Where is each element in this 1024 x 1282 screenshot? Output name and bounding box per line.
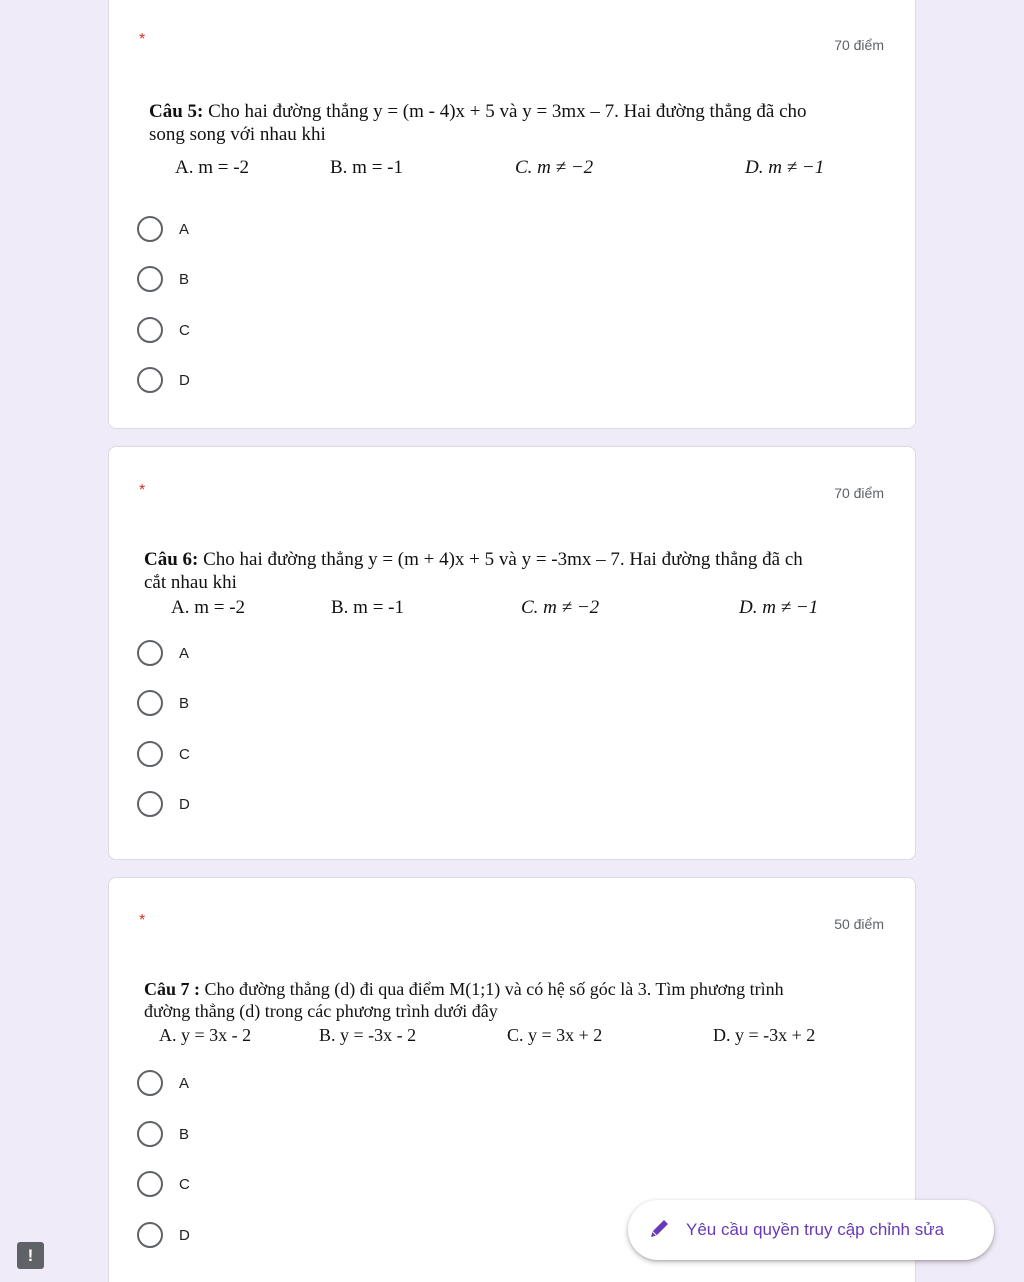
option-label: A — [179, 644, 190, 662]
option-label: B — [179, 270, 190, 288]
answer-choice-b: B. y = -3x - 2 — [319, 1025, 417, 1045]
option-d[interactable] — [137, 1220, 190, 1250]
question-text-line2: song song với nhau khi — [149, 124, 326, 145]
option-c[interactable] — [137, 1169, 190, 1199]
radio-button[interactable] — [137, 1070, 163, 1096]
answer-choice-b: B. m = -1 — [331, 597, 404, 618]
radio-button[interactable] — [137, 266, 163, 292]
question-number: Câu 7 : — [144, 979, 201, 999]
answer-choice-c: C. y = 3x + 2 — [507, 1025, 603, 1045]
question-text-line2: cắt nhau khi — [144, 572, 237, 593]
radio-button[interactable] — [137, 640, 163, 666]
option-label: D — [179, 795, 190, 813]
radio-button[interactable] — [137, 741, 163, 767]
option-label: B — [179, 694, 190, 712]
points-label: 70 điểm — [834, 485, 884, 501]
radio-button[interactable] — [137, 317, 163, 343]
question-text — [144, 978, 784, 1022]
radio-button[interactable] — [137, 1171, 163, 1197]
option-d[interactable] — [137, 365, 190, 395]
answer-choice-a: A. y = 3x - 2 — [159, 1025, 252, 1045]
question-number: Câu 5: — [149, 101, 204, 122]
radio-button[interactable] — [137, 367, 163, 393]
option-label: D — [179, 371, 190, 389]
question-text-line1: Cho hai đường thẳng y = (m - 4)x + 5 và y = 3mx – 7. Hai đường thẳng đã cho — [203, 101, 807, 122]
option-label: A — [179, 220, 190, 238]
question-text-line2: đường thẳng (d) trong các phương trình dưới đây — [144, 1001, 498, 1021]
radio-button[interactable] — [137, 1121, 163, 1147]
answer-choice-d: D. m ≠ −1 — [745, 157, 825, 178]
option-d[interactable] — [137, 789, 190, 819]
question-text-line1: Cho hai đường thẳng y = (m + 4)x + 5 và y = -3mx – 7. Hai đường thẳng đã ch — [198, 549, 803, 570]
answer-choice-d: D. m ≠ −1 — [739, 597, 819, 618]
question-card-5 — [108, 0, 916, 429]
radio-button[interactable] — [137, 791, 163, 817]
option-label: B — [179, 1125, 190, 1143]
exclamation-icon: ! — [27, 1246, 34, 1265]
option-label: C — [179, 745, 190, 763]
option-a[interactable] — [137, 1068, 189, 1098]
radio-button[interactable] — [137, 690, 163, 716]
option-b[interactable] — [137, 1119, 189, 1149]
option-b[interactable] — [137, 688, 189, 718]
required-indicator: * — [139, 912, 146, 929]
answer-choice-b: B. m = -1 — [330, 157, 403, 178]
request-edit-access-label: Yêu cầu quyền truy cập chỉnh sửa — [686, 1220, 945, 1239]
points-label: 50 điểm — [834, 916, 884, 932]
answer-choice-c: C. m ≠ −2 — [515, 157, 594, 178]
option-b[interactable] — [137, 264, 189, 294]
answer-choice-c: C. m ≠ −2 — [521, 597, 600, 618]
pencil-icon — [648, 1216, 672, 1245]
required-indicator: * — [139, 482, 146, 499]
question-text — [144, 548, 803, 594]
option-c[interactable] — [137, 739, 190, 769]
report-button[interactable] — [17, 1242, 44, 1269]
request-edit-access-button[interactable] — [628, 1200, 994, 1260]
option-label: C — [179, 1175, 190, 1193]
answer-choice-a: A. m = -2 — [171, 597, 246, 618]
answer-choice-d: D. y = -3x + 2 — [713, 1025, 816, 1045]
question-number: Câu 6: — [144, 549, 199, 570]
question-text-line1: Cho đường thẳng (d) đi qua điểm M(1;1) và có hệ số góc là 3. Tìm phương trình — [200, 979, 784, 999]
option-label: A — [179, 1074, 190, 1092]
option-a[interactable] — [137, 638, 189, 668]
points-label: 70 điểm — [834, 37, 884, 53]
radio-button[interactable] — [137, 1222, 163, 1248]
option-a[interactable] — [137, 214, 189, 244]
required-indicator: * — [139, 31, 146, 48]
answer-choice-a: A. m = -2 — [175, 157, 250, 178]
option-label: D — [179, 1226, 190, 1244]
radio-button[interactable] — [137, 216, 163, 242]
question-text — [149, 100, 807, 146]
option-label: C — [179, 321, 190, 339]
question-card-6 — [108, 446, 916, 860]
option-c[interactable] — [137, 315, 190, 345]
